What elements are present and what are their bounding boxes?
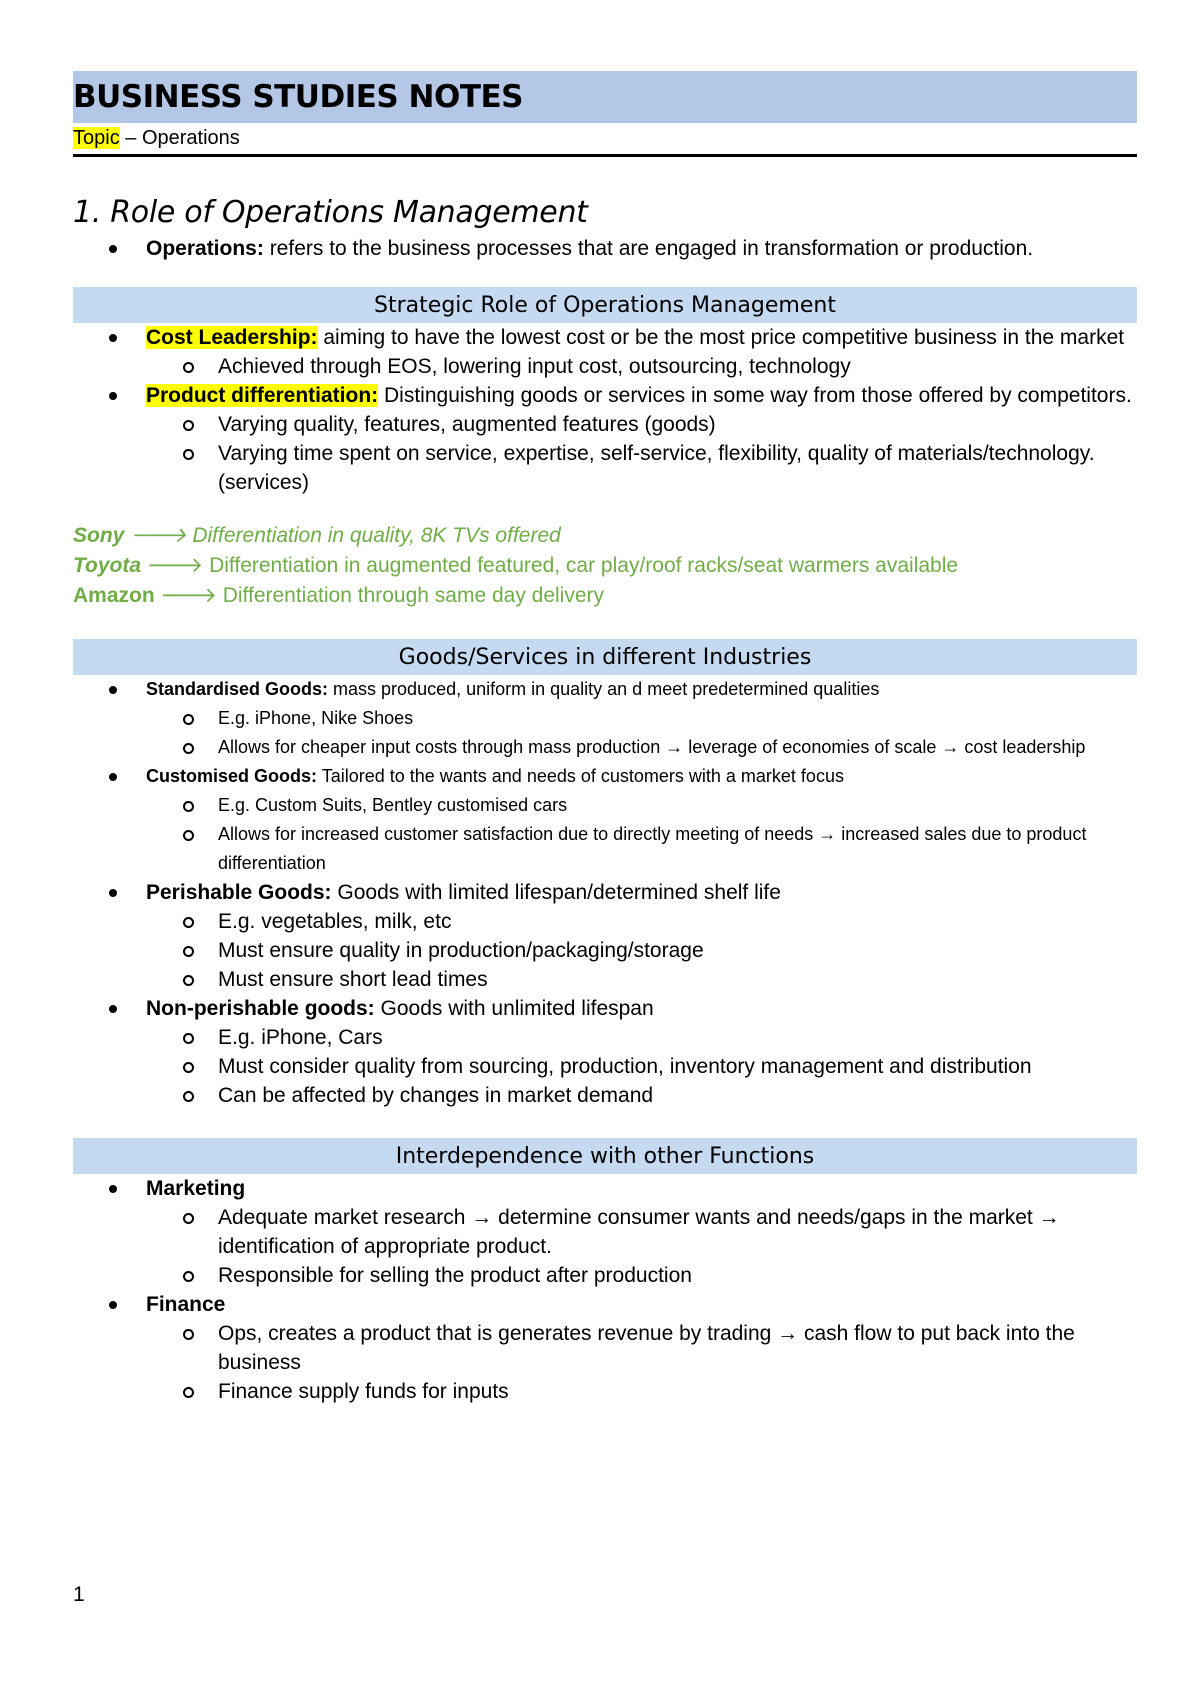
sub-bullet-icon	[183, 975, 194, 986]
list-item	[73, 234, 1137, 263]
goods-list-a	[73, 675, 1137, 878]
topic-line	[73, 127, 1137, 157]
term-text: aiming to have the lowest cost or be the most price competitive business in the market	[317, 326, 1125, 349]
sub-item-text: Ops, creates a product that is generates revenue by trading → cash flow to put back into the business	[218, 1322, 1075, 1374]
sub-list-item	[73, 1377, 1137, 1406]
sub-list-item	[73, 907, 1137, 936]
list-item	[73, 675, 1137, 704]
sub-item-text: E.g. Custom Suits, Bentley customised cars	[218, 795, 568, 815]
sub-bullet-icon	[183, 830, 194, 841]
sub-item-text: Must consider quality from sourcing, production, inventory management and distribution	[218, 1055, 1032, 1078]
topic-separator: –	[119, 127, 142, 149]
bullet-icon	[109, 392, 117, 400]
sub-bullet-icon	[183, 1387, 194, 1398]
sub-bullet-icon	[183, 1062, 194, 1073]
term-text: Distinguishing goods or services in some way from those offered by competitors.	[378, 384, 1132, 407]
bullet-icon	[109, 773, 117, 781]
sub-item-text: Varying time spent on service, expertise, self-service, flexibility, quality of materials/technology. (services)	[218, 442, 1095, 494]
sub-bullet-icon	[183, 420, 194, 431]
title-bar	[73, 71, 1137, 123]
sub-item-text: E.g. iPhone, Nike Shoes	[218, 708, 414, 728]
arrow-icon: 🡒	[146, 554, 204, 577]
term-text: mass produced, uniform in quality an d meet predetermined qualities	[328, 679, 880, 699]
example-company: Sony	[73, 524, 125, 547]
list-item	[73, 1174, 1137, 1203]
sub-list-item	[73, 1052, 1137, 1081]
document-title: BUSINESS STUDIES NOTES	[73, 79, 523, 115]
sub-list-item	[73, 791, 1137, 820]
sub-item-text: Must ensure short lead times	[218, 968, 488, 991]
sub-item-text: Adequate market research → determine consumer wants and needs/gaps in the market → identification of appropriate product.	[218, 1206, 1060, 1258]
sub-list-item	[73, 820, 1137, 878]
sub-list-item	[73, 936, 1137, 965]
page-number: 1	[73, 1583, 85, 1606]
document-page	[73, 71, 1137, 1406]
sub-list-item	[73, 704, 1137, 733]
term-label: Operations:	[146, 237, 264, 260]
sub-bullet-icon	[183, 801, 194, 812]
section-heading-goods: Goods/Services in different Industries	[73, 639, 1137, 675]
list-item	[73, 878, 1137, 907]
term-label: Customised Goods:	[146, 766, 318, 786]
goods-list-b	[73, 878, 1137, 1110]
bullet-icon	[109, 1005, 117, 1013]
sub-bullet-icon	[183, 362, 194, 373]
sub-bullet-icon	[183, 714, 194, 725]
sub-item-text: Must ensure quality in production/packaging/storage	[218, 939, 704, 962]
example-text: Differentiation through same day delivery	[216, 584, 605, 607]
sub-item-text: Finance supply funds for inputs	[218, 1380, 509, 1403]
sub-list-item	[73, 1023, 1137, 1052]
sub-item-text: E.g. vegetables, milk, etc	[218, 910, 452, 933]
sub-bullet-icon	[183, 1329, 194, 1340]
arrow-icon: 🡒	[130, 524, 187, 547]
sub-item-text: E.g. iPhone, Cars	[218, 1026, 383, 1049]
sub-item-text: Achieved through EOS, lowering input cost, outsourcing, technology	[218, 355, 851, 378]
section-heading-interdependence: Interdependence with other Functions	[73, 1138, 1137, 1174]
bullet-icon	[109, 1185, 117, 1193]
sub-list-item	[73, 1319, 1137, 1377]
strategic-list	[73, 323, 1137, 497]
sub-list-item	[73, 410, 1137, 439]
term-label: Perishable Goods:	[146, 881, 332, 904]
term-label: Marketing	[146, 1177, 246, 1200]
sub-bullet-icon	[183, 1033, 194, 1044]
term-label: Finance	[146, 1293, 226, 1316]
example-company: Amazon	[73, 584, 155, 607]
sub-list-item	[73, 965, 1137, 994]
sub-item-text: Can be affected by changes in market demand	[218, 1084, 654, 1107]
term-text: Goods with limited lifespan/determined shelf life	[331, 881, 781, 904]
example-text: Differentiation in augmented featured, car play/roof racks/seat warmers available	[203, 554, 959, 577]
list-item	[73, 994, 1137, 1023]
sub-list-item	[73, 439, 1137, 497]
term-text: refers to the business processes that are engaged in transformation or production.	[263, 237, 1034, 260]
topic-value: Operations	[141, 127, 240, 149]
bullet-icon	[109, 245, 117, 253]
example-amazon	[73, 581, 1137, 611]
term-label: Cost Leadership:	[146, 326, 318, 349]
sub-bullet-icon	[183, 917, 194, 928]
sub-list-item	[73, 733, 1137, 762]
role-list	[73, 234, 1137, 263]
interdependence-list	[73, 1174, 1137, 1406]
sub-bullet-icon	[183, 449, 194, 460]
bullet-icon	[109, 1301, 117, 1309]
example-text: Differentiation in quality, 8K TVs offered	[186, 524, 561, 547]
arrow-icon: 🡒	[160, 584, 217, 607]
bullet-icon	[109, 334, 117, 342]
sub-bullet-icon	[183, 743, 194, 754]
term-text: Goods with unlimited lifespan	[374, 997, 654, 1020]
term-label: Non-perishable goods:	[146, 997, 375, 1020]
term-label: Product differentiation:	[146, 384, 379, 407]
list-item	[73, 1290, 1137, 1319]
list-item	[73, 381, 1137, 410]
bullet-icon	[109, 889, 117, 897]
section-heading-strategic: Strategic Role of Operations Management	[73, 287, 1137, 323]
bullet-icon	[109, 686, 117, 694]
sub-list-item	[73, 1081, 1137, 1110]
sub-bullet-icon	[183, 1213, 194, 1224]
sub-item-text: Allows for cheaper input costs through mass production → leverage of economies of scale → cost leadership	[218, 737, 1086, 757]
sub-list-item	[73, 1261, 1137, 1290]
sub-list-item	[73, 1203, 1137, 1261]
term-label: Standardised Goods:	[146, 679, 329, 699]
list-item	[73, 762, 1137, 791]
sub-list-item	[73, 352, 1137, 381]
example-toyota	[73, 551, 1137, 581]
sub-bullet-icon	[183, 1271, 194, 1282]
sub-item-text: Allows for increased customer satisfaction due to directly meeting of needs → increased sales due to product differentiation	[218, 824, 1087, 873]
example-company: Toyota	[73, 554, 142, 577]
sub-item-text: Responsible for selling the product after production	[218, 1264, 692, 1287]
sub-bullet-icon	[183, 946, 194, 957]
sub-item-text: Varying quality, features, augmented features (goods)	[218, 413, 716, 436]
sub-bullet-icon	[183, 1091, 194, 1102]
section-heading-role: 1. Role of Operations Management	[73, 195, 588, 230]
list-item	[73, 323, 1137, 352]
topic-label: Topic	[73, 127, 120, 149]
example-sony	[73, 521, 1137, 551]
term-text: Tailored to the wants and needs of customers with a market focus	[317, 766, 844, 786]
